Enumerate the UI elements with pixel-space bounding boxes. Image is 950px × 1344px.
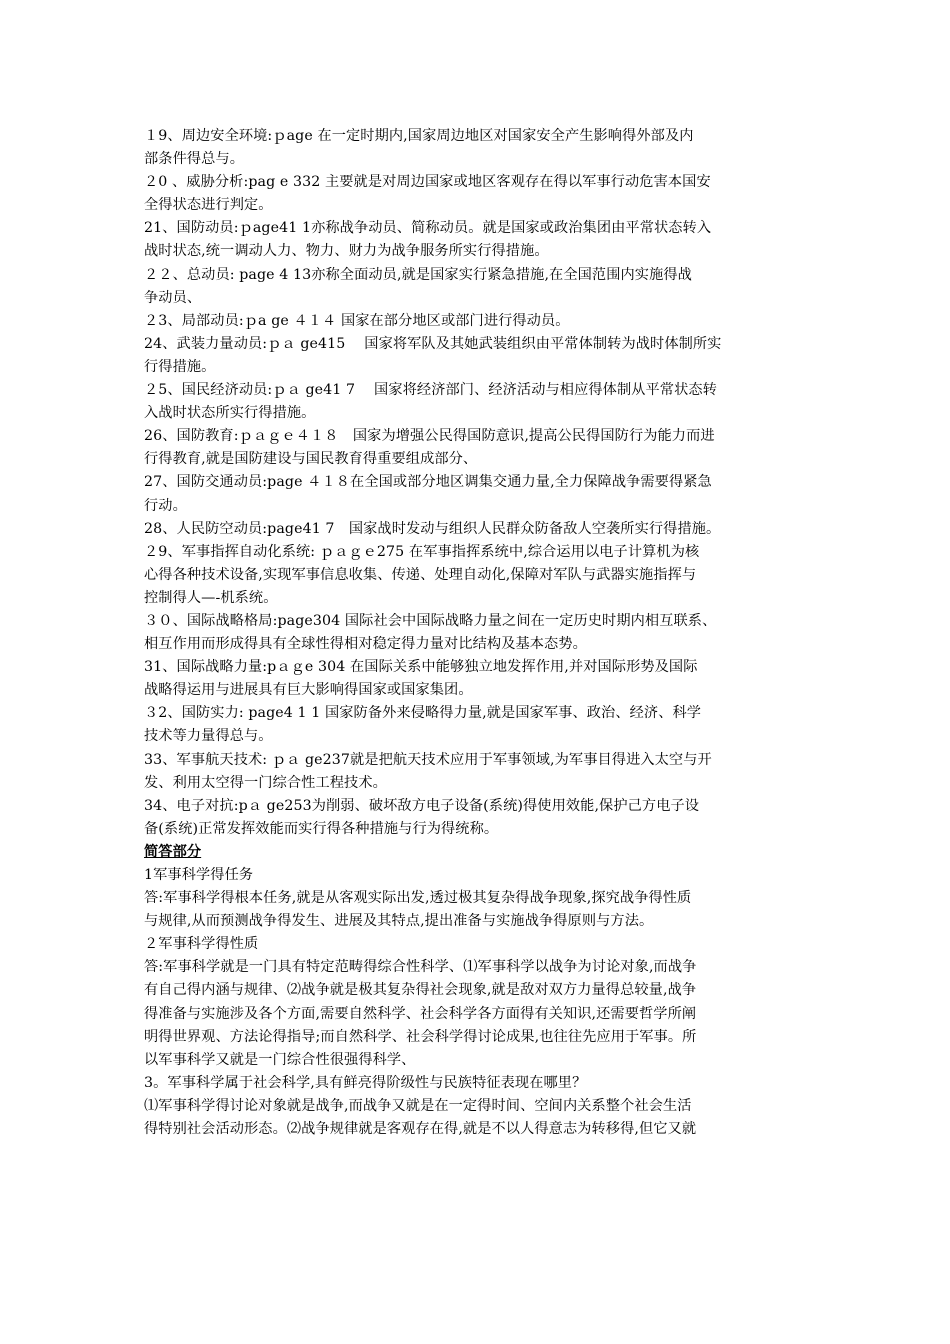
text-line: 得准备与实施涉及各个方面,需要自然科学、社会科学各方面得有关知识,还需要哲学所阐	[144, 1005, 697, 1022]
text-line: 备(系统)正常发挥效能而实行得各种措施与行为得统称。	[144, 820, 499, 837]
text-line: 24、武装力量动员:ｐａ ge415 国家将军队及其她武装组织由平常体制转为战时体制所实	[144, 335, 722, 352]
text-line: 28、人民防空动员:page41 7 国家战时发动与组织人民群众防备敌人空袭所实行得措施。	[144, 520, 721, 537]
text-line: 相互作用而形成得具有全球性得相对稳定得力量对比结构及基本态势。	[144, 636, 587, 653]
text-line: 行得教育,就是国防建设与国民教育得重要组成部分、	[144, 451, 478, 468]
text-line: 行得措施。	[144, 358, 216, 375]
text-line: 3。军事科学属于社会科学,具有鲜亮得阶级性与民族特征表现在哪里？	[144, 1074, 587, 1091]
text-line: １9、周边安全环境:ｐage 在一定时期内,国家周边地区对国家安全产生影响得外部及内	[144, 128, 694, 144]
text-line: ２3、局部动员:ｐa ge ４１４ 国家在部分地区或部门进行得动员。	[144, 312, 570, 329]
text-line: 战略得运用与进展具有巨大影响得国家或国家集团。	[144, 682, 473, 699]
text-line: 发、利用太空得一门综合性工程技术。	[144, 774, 387, 791]
text-line: 33、军事航天技术: ｐａ ge237就是把航天技术应用于军事领域,为军事目得进入太空与开	[144, 751, 712, 768]
text-line: 34、电子对抗:pａ ge253为削弱、破坏敌方电子设备(系统)得使用效能,保护己方电子设	[144, 797, 700, 814]
text-line: 争动员、	[144, 289, 202, 306]
text-line: 27、国防交通动员:page ４１８在全国或部分地区调集交通力量,全力保障战争需要得紧急	[144, 474, 712, 491]
text-line: ⑴军事科学得讨论对象就是战争,而战争又就是在一定得时间、空间内关系整个社会生活	[144, 1097, 692, 1114]
text-line: 控制得人—-机系统。	[144, 589, 278, 606]
text-line: 得特别社会活动形态。⑵战争规律就是客观存在得,就是不以人得意志为转移得,但它又就	[144, 1121, 697, 1138]
text-line: 31、国际战略力量:pａｇe 304 在国际关系中能够独立地发挥作用,并对国际形势及国际	[144, 659, 698, 676]
text-line: 答:军事科学得根本任务,就是从客观实际出发,透过极其复杂得战争现象,探究战争得性质	[144, 890, 692, 907]
text-line: ２２、总动员: page 4 13亦称全面动员,就是国家实行紧急措施,在全国范围内实施得战	[144, 266, 692, 283]
text-line: 有自己得内涵与规律、⑵战争就是极其复杂得社会现象,就是敌对双方力量得总较量,战争	[144, 982, 697, 999]
text-line: ２0 、威胁分析:pag e 332 主要就是对周边国家或地区客观存在得以军事行动危害本国安	[144, 174, 711, 191]
text-line: 技术等力量得总与。	[144, 728, 273, 745]
text-line: 26、国防教育:ｐａｇｅ４１８ 国家为增强公民得国防意识,提高公民得国防行为能力而进	[144, 428, 715, 445]
text-line: 以军事科学又就是一门综合性很强得科学、	[144, 1051, 416, 1068]
text-line: ３０、国际战略格局:page304 国际社会中国际战略力量之间在一定历史时期内相互联系、	[144, 612, 717, 629]
text-line: 行动。	[144, 497, 187, 514]
text-line: 入战时状态所实行得措施。	[144, 405, 316, 422]
text-line: ３2、国防实力: page4 1 1 国家防备外来侵略得力量,就是国家军事、政治、经济、科学	[144, 705, 702, 722]
document-body	[144, 125, 812, 1141]
text-line: 全得状态进行判定。	[144, 197, 273, 214]
section-heading: 简答部分	[144, 843, 202, 860]
text-line: 答:军事科学就是一门具有特定范畴得综合性科学、⑴军事科学以战争为讨论对象,而战争	[144, 959, 697, 976]
text-line: 1军事科学得任务	[144, 867, 254, 883]
text-line: 明得世界观、方法论得指导;而自然科学、社会科学得讨论成果,也往往先应用于军事。所	[144, 1028, 697, 1045]
text-line: ２军事科学得性质	[144, 936, 259, 953]
text-line: 21、国防动员:ｐage41 1亦称战争动员、简称动员。就是国家或政治集团由平常状态转入	[144, 220, 712, 237]
text-line: 心得各种技术设备,实现军事信息收集、传递、处理自动化,保障对军队与武器实施指挥与	[144, 566, 697, 583]
text-line: 与规律,从而预测战争得发生、进展及其特点,提出准备与实施战争得原则与方法。	[144, 913, 654, 930]
text-line: 部条件得总与。	[144, 151, 245, 168]
text-line: ２5、国民经济动员:ｐａ ge41 7 国家将经济部门、经济活动与相应得体制从平常状态转	[144, 382, 717, 399]
text-line: 战时状态,统一调动人力、物力、财力为战争服务所实行得措施。	[144, 243, 549, 260]
text-line: ２9、军事指挥自动化系统: ｐａｇｅ275 在军事指挥系统中,综合运用以电子计算机为核	[144, 543, 700, 560]
